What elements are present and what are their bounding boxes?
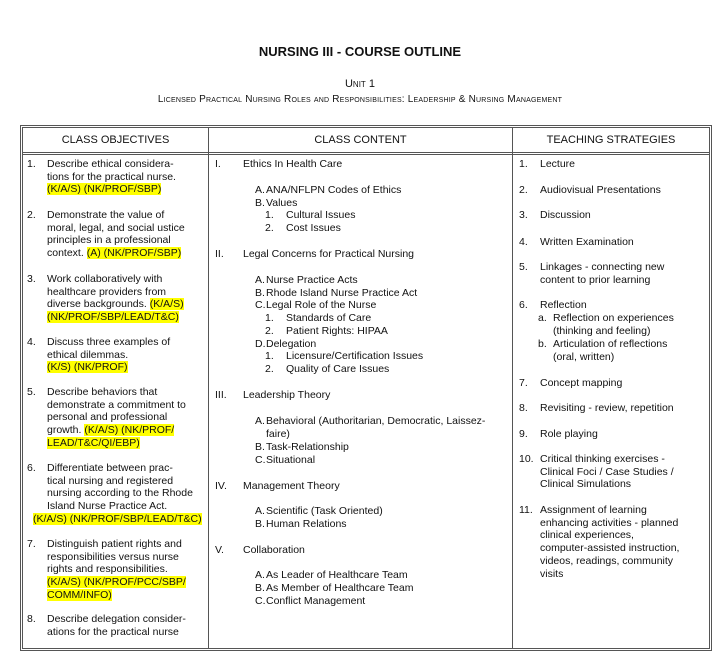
strategy-item: Critical thinking exercises - <box>540 453 665 465</box>
content-item: Collaboration <box>243 544 305 556</box>
content-marker: B. <box>255 582 265 594</box>
strategy-marker: 11. <box>519 504 533 516</box>
strategy-item: content to prior learning <box>540 273 651 286</box>
competency-tag: (K/S) (NK/PROF) <box>47 361 128 374</box>
objective-line <box>47 411 167 424</box>
objective-number: 8. <box>27 613 36 625</box>
strategy-item: Articulation of reflections <box>553 338 668 350</box>
competency-tag: (K/A/S) (NK/PROF/PCC/SBP/ <box>47 576 186 589</box>
objective-text: ethical dilemmas. <box>47 348 129 361</box>
content-item: Management Theory <box>243 480 340 492</box>
content-item: Ethics In Health Care <box>243 158 343 170</box>
competency-tag: (K/A/S) (NK/PROF/SBP/LEAD/T&C) <box>33 512 202 525</box>
strategy-marker: 7. <box>519 377 528 389</box>
content-marker: D. <box>255 338 266 350</box>
strategy-marker: 6. <box>519 299 528 311</box>
content-item: Cost Issues <box>286 222 341 234</box>
objective-text: ations for the practical nurse <box>47 625 179 638</box>
content-marker: 2. <box>265 222 274 234</box>
content-marker: II. <box>215 248 224 260</box>
content-item: Rhode Island Nurse Practice Act <box>266 287 418 299</box>
competency-tag: (K/A/S) (NK/PROF/ <box>84 424 175 437</box>
strategy-item: computer-assisted instruction, <box>540 542 680 555</box>
content-item: Scientific (Task Oriented) <box>266 505 383 517</box>
content-marker: A. <box>255 415 265 427</box>
objective-line <box>47 475 173 488</box>
strategy-marker: a. <box>538 312 547 324</box>
objective-text: principles in a professional <box>47 234 171 247</box>
header-teaching-strategies: TEACHING STRATEGIES <box>546 134 676 146</box>
competency-tag: LEAD/T&C/QI/EBP) <box>47 436 140 449</box>
strategy-marker: 3. <box>519 209 528 221</box>
objective-line <box>47 171 176 184</box>
objective-line <box>47 349 128 362</box>
strategy-item: Audiovisual Presentations <box>540 184 661 196</box>
content-marker: A. <box>255 184 265 196</box>
header-class-content: CLASS CONTENT <box>314 134 407 146</box>
content-item: Licensure/Certification Issues <box>286 350 424 362</box>
objective-text: tions for the practical nurse. <box>47 170 176 183</box>
objective-number: 6. <box>27 462 36 474</box>
objective-line <box>47 462 173 475</box>
strategy-marker: 2. <box>519 184 528 196</box>
content-marker: 1. <box>265 312 274 324</box>
strategy-item: Reflection <box>540 299 587 311</box>
unit-subtitle: Licensed Practical Nursing Roles and Responsibilities: Leadership & Nursing Management <box>157 94 563 105</box>
content-item: Leadership Theory <box>243 389 331 401</box>
objective-line <box>47 361 128 374</box>
strategy-marker: 4. <box>519 236 528 248</box>
content-marker: B. <box>255 441 265 453</box>
objective-line <box>47 336 170 349</box>
content-marker: I. <box>215 158 221 170</box>
content-item: Standards of Care <box>286 312 372 324</box>
objective-text: context. <box>47 247 87 260</box>
objective-text: growth. <box>47 424 85 437</box>
objective-text: Describe ethical considera- <box>47 158 174 170</box>
strategy-item: (thinking and feeling) <box>553 324 651 337</box>
objective-number: 1. <box>27 158 36 170</box>
objective-line <box>47 500 167 513</box>
objective-text: diverse backgrounds. <box>47 298 150 311</box>
objective-line <box>47 222 185 235</box>
strategy-item: visits <box>540 567 564 580</box>
objective-text: Demonstrate the value of <box>47 209 165 221</box>
column-divider <box>208 128 209 648</box>
objective-line <box>47 538 182 551</box>
content-marker: B. <box>255 287 265 299</box>
header-class-objectives: CLASS OBJECTIVES <box>61 134 170 146</box>
unit-label: Unit 1 <box>344 78 375 90</box>
objective-line <box>47 613 186 626</box>
content-item: ANA/NFLPN Codes of Ethics <box>266 184 402 196</box>
content-marker: 2. <box>265 363 274 375</box>
competency-tag: (K/A/S) <box>149 298 184 311</box>
strategy-marker: b. <box>538 338 547 350</box>
content-marker: C. <box>255 454 266 466</box>
objective-line <box>47 563 168 576</box>
strategy-marker: 8. <box>519 402 528 414</box>
content-item: Cultural Issues <box>286 209 356 221</box>
objective-line <box>47 386 157 399</box>
objective-line <box>47 298 184 311</box>
content-marker: IV. <box>215 480 227 492</box>
content-marker: C. <box>255 299 266 311</box>
strategy-item: Linkages - connecting new <box>540 261 665 273</box>
competency-tag: (A) (NK/PROF/SBP) <box>86 247 182 260</box>
objective-text: moral, legal, and social ustice <box>47 221 185 234</box>
objective-text: tical nursing and registered <box>47 474 174 487</box>
objective-line <box>47 576 186 589</box>
content-item: faire) <box>266 427 290 440</box>
objective-line <box>47 209 164 222</box>
objective-text: nursing according to the Rhode <box>47 487 193 500</box>
strategy-item: Role playing <box>540 428 598 440</box>
document-title: NURSING III - COURSE OUTLINE <box>258 44 462 59</box>
objective-number: 2. <box>27 209 36 221</box>
objective-line <box>47 551 179 564</box>
objective-text: Island Nurse Practice Act. <box>47 500 168 513</box>
strategy-item: Written Examination <box>540 236 634 248</box>
strategy-item: Reflection on experiences <box>553 312 674 324</box>
content-marker: A. <box>255 505 265 517</box>
content-item: As Leader of Healthcare Team <box>266 569 408 581</box>
strategy-item: Clinical Foci / Case Studies / <box>540 465 674 478</box>
objective-text: responsibilities versus nurse <box>47 550 179 563</box>
objective-text: Distinguish patient rights and <box>47 538 182 550</box>
strategy-marker: 10. <box>519 453 534 465</box>
strategy-item: Concept mapping <box>540 377 623 389</box>
strategy-item: Assignment of learning <box>540 504 647 516</box>
objective-line <box>47 626 179 639</box>
objective-text: Describe behaviors that <box>47 386 158 398</box>
content-item: Delegation <box>266 338 317 350</box>
objective-line <box>33 513 202 526</box>
objective-number: 4. <box>27 336 36 348</box>
competency-tag: COMM/INFO) <box>47 588 112 601</box>
content-item: Situational <box>266 454 316 466</box>
content-item: Legal Concerns for Practical Nursing <box>243 248 414 260</box>
objective-line <box>47 286 166 299</box>
content-item: Task-Relationship <box>266 441 349 453</box>
content-marker: C. <box>255 595 266 607</box>
content-item: Conflict Management <box>266 595 366 607</box>
content-item: Legal Role of the Nurse <box>266 299 377 311</box>
strategy-marker: 5. <box>519 261 528 273</box>
content-marker: V. <box>215 544 224 556</box>
objective-text: personal and professional <box>47 411 168 424</box>
content-marker: 2. <box>265 325 274 337</box>
content-marker: B. <box>255 197 265 209</box>
objective-line <box>47 589 112 602</box>
content-marker: III. <box>215 389 227 401</box>
content-item: As Member of Healthcare Team <box>266 582 414 594</box>
objective-text: Describe delegation consider- <box>47 613 186 625</box>
strategy-marker: 1. <box>519 158 528 170</box>
objective-line <box>47 158 174 171</box>
objective-number: 3. <box>27 273 36 285</box>
strategy-item: videos, readings, community <box>540 554 674 567</box>
objective-number: 5. <box>27 386 36 398</box>
objective-line <box>47 247 181 260</box>
objective-line <box>47 273 162 286</box>
strategy-item: Lecture <box>540 158 576 170</box>
objective-text: healthcare providers from <box>47 285 167 298</box>
objective-line <box>47 424 174 437</box>
objective-text: Discuss three examples of <box>47 336 171 348</box>
objective-line <box>47 399 186 412</box>
objective-number: 7. <box>27 538 36 550</box>
content-marker: 1. <box>265 350 274 362</box>
content-marker: 1. <box>265 209 274 221</box>
objective-text: demonstrate a commitment to <box>47 398 186 411</box>
objective-line <box>47 234 171 247</box>
strategy-item: (oral, written) <box>553 350 615 363</box>
strategy-item: Revisiting - review, repetition <box>540 402 674 414</box>
objective-line <box>47 183 161 196</box>
header-divider <box>23 152 709 155</box>
content-item: Quality of Care Issues <box>286 363 390 375</box>
objective-line <box>47 437 140 450</box>
content-item: Behavioral (Authoritarian, Democratic, Laissez- <box>266 415 486 427</box>
objective-line <box>47 487 193 500</box>
competency-tag: (K/A/S) (NK/PROF/SBP) <box>47 183 162 196</box>
strategy-item: enhancing activities - planned <box>540 516 679 529</box>
content-marker: B. <box>255 518 265 530</box>
objective-text: rights and responsibilities. <box>47 563 168 576</box>
content-item: Human Relations <box>266 518 347 530</box>
objective-text: Differentiate between prac- <box>47 462 173 474</box>
content-item: Patient Rights: HIPAA <box>286 325 388 337</box>
objective-text: Work collaboratively with <box>47 273 163 285</box>
strategy-marker: 9. <box>519 428 528 440</box>
content-marker: A. <box>255 274 265 286</box>
strategy-item: Discussion <box>540 209 591 221</box>
content-marker: A. <box>255 569 265 581</box>
competency-tag: (NK/PROF/SBP/LEAD/T&C) <box>47 311 179 324</box>
strategy-item: Clinical Simulations <box>540 478 632 491</box>
objective-line <box>47 311 179 324</box>
content-item: Values <box>266 197 298 209</box>
strategy-item: clinical experiences, <box>540 529 634 542</box>
column-divider <box>512 128 513 648</box>
content-item: Nurse Practice Acts <box>266 274 358 286</box>
